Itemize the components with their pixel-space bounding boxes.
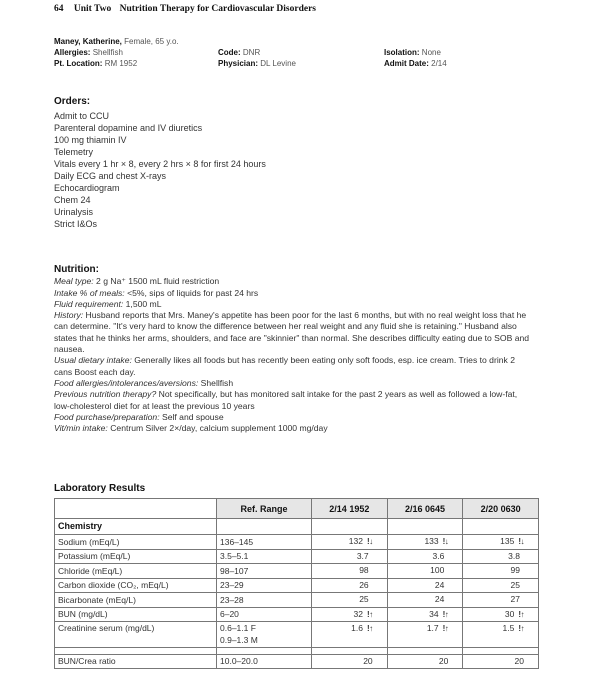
category-label: Chemistry bbox=[55, 519, 217, 535]
patient-name: Maney, Katherine, bbox=[54, 37, 122, 46]
allergies-value: Shellfish bbox=[92, 48, 123, 57]
usual-intake: Usual dietary intake: Generally likes all foods but has recently been eating only soft foods, esp. ice cream. Tries to drink 2 cans Boost each day. bbox=[54, 355, 515, 377]
table-row: Bicarbonate (mEq/L) 23–28 25 24 27 bbox=[55, 593, 539, 608]
nutrition-title: Nutrition: bbox=[54, 264, 99, 275]
previous-therapy: Previous nutrition therapy? Not specifically, but has monitored salt intake for the past 2 years as well as followed a low-fat, low-cholesterol diet for at least the previous 10 years bbox=[54, 389, 518, 411]
labs-title: Laboratory Results bbox=[54, 483, 146, 494]
location-value: RM 1952 bbox=[104, 59, 138, 68]
code-label: Code: bbox=[218, 48, 241, 57]
nutrition-section bbox=[54, 264, 534, 434]
chapter-title: Nutrition Therapy for Cardiovascular Disorders bbox=[119, 4, 316, 14]
low-flag: !↓ bbox=[366, 537, 373, 546]
code-value: DNR bbox=[242, 48, 261, 57]
order-item: Chem 24 bbox=[54, 195, 91, 205]
meal-intake: Intake % of meals: <5%, sips of liquids for past 24 hrs bbox=[54, 287, 259, 298]
food-allergies: Food allergies/intolerances/aversions: Shellfish bbox=[54, 377, 234, 388]
table-row: Creatinine serum (mg/dL) 0.6–1.1 F 0.9–1.3 M 1.6 !↑ 1.7 !↑ 1.5 !↑ bbox=[55, 622, 539, 648]
page-number: 64 bbox=[54, 4, 64, 14]
meal-type: Meal type: 2 g Na⁺ 1500 mL fluid restriction bbox=[54, 276, 220, 287]
low-flag: !↓ bbox=[518, 537, 524, 546]
high-flag: !↑ bbox=[518, 609, 524, 619]
order-item: Urinalysis bbox=[54, 207, 94, 217]
col-ref-range: Ref. Range bbox=[217, 499, 312, 519]
high-flag: !↑ bbox=[366, 624, 373, 633]
location-label: Pt. Location: bbox=[54, 59, 103, 68]
high-flag: !↑ bbox=[442, 624, 449, 633]
patient-info bbox=[54, 36, 554, 69]
admit-date-value: 2/14 bbox=[431, 59, 447, 68]
order-item: Admit to CCU bbox=[54, 111, 110, 121]
orders-section bbox=[54, 96, 554, 230]
table-row: BUN/Crea ratio 10.0–20.0 20 20 20 bbox=[55, 655, 539, 669]
history: History: Husband reports that Mrs. Maney's appetite has been poor for the last 6 months, but with no real weight loss that he can determine. "It's very hard to know the difference between her real weight and any fluid she is retaining." Husband also states that he thinks her arms, shoulders, and face are "skinnier" than normal. She describes difficulty eating due to SOB and nausea. bbox=[54, 310, 530, 355]
order-item: Vitals every 1 hr × 8, every 2 hrs × 8 for first 24 hours bbox=[54, 159, 266, 169]
physician-label: Physician: bbox=[218, 59, 259, 68]
high-flag: !↑ bbox=[442, 609, 449, 619]
orders-title: Orders: bbox=[54, 96, 91, 107]
order-item: Parenteral dopamine and IV diuretics bbox=[54, 123, 203, 133]
vitamin-intake: Vit/min intake: Centrum Silver 2×/day, calcium supplement 1000 mg/day bbox=[54, 423, 328, 434]
high-flag: !↑ bbox=[518, 624, 524, 633]
order-item: Daily ECG and chest X-rays bbox=[54, 171, 167, 181]
isolation-value: None bbox=[421, 48, 441, 57]
table-row: Sodium (mEq/L) 136–145 132 !↓ 133 !↓ 135 !↓ bbox=[55, 535, 539, 550]
col-date-2: 2/16 0645 bbox=[387, 499, 463, 519]
order-item: 100 mg thiamin IV bbox=[54, 135, 127, 145]
food-purchase: Food purchase/preparation: Self and spouse bbox=[54, 411, 224, 422]
col-date-1: 2/14 1952 bbox=[312, 499, 388, 519]
order-item: Echocardiogram bbox=[54, 183, 120, 193]
table-row: Chloride (mEq/L) 98–107 98 100 99 bbox=[55, 564, 539, 579]
patient-sex-age: Female, 65 y.o. bbox=[124, 37, 179, 46]
allergies-label: Allergies: bbox=[54, 48, 91, 57]
high-flag: !↑ bbox=[366, 609, 373, 619]
fluid-requirement: Fluid requirement: 1,500 mL bbox=[54, 298, 162, 309]
admit-date-label: Admit Date: bbox=[384, 59, 429, 68]
col-date-3: 2/20 0630 bbox=[463, 499, 539, 519]
lab-results-table bbox=[54, 498, 539, 669]
order-item: Telemetry bbox=[54, 147, 94, 157]
order-item: Strict I&Os bbox=[54, 219, 98, 229]
table-row: Potassium (mEq/L) 3.5–5.1 3.7 3.6 3.8 bbox=[55, 549, 539, 564]
unit-label: Unit Two bbox=[73, 4, 112, 14]
table-row: BUN (mg/dL) 6–20 32 !↑ 34 !↑ 30 !↑ bbox=[55, 607, 539, 622]
running-head bbox=[54, 4, 316, 14]
table-row: Carbon dioxide (CO₂, mEq/L) 23–29 26 24 25 bbox=[55, 578, 539, 593]
low-flag: !↓ bbox=[442, 537, 449, 546]
physician-value: DL Levine bbox=[260, 59, 296, 68]
isolation-label: Isolation: bbox=[384, 48, 420, 57]
